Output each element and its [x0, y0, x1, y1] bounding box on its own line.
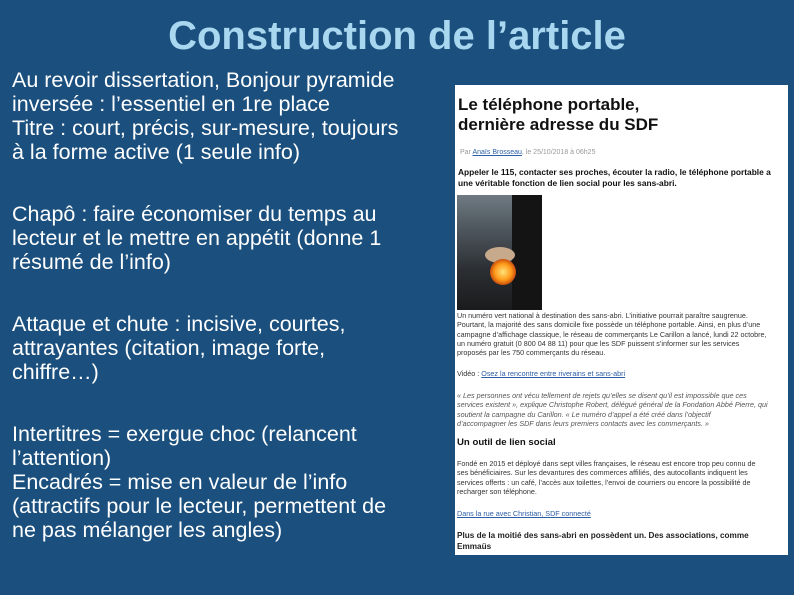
article-video-line	[457, 369, 625, 378]
paragraph-attaque	[12, 312, 452, 384]
text-line: inversée : l’essentiel en 1re place	[12, 92, 330, 116]
article-paragraph-2	[457, 459, 785, 496]
byline-date: , le 25/10/2018 à 06h25	[521, 149, 596, 156]
headline-line: dernière adresse du SDF	[458, 115, 659, 134]
paragraph-line: Un numéro vert national à destination des sans-abri. L’initiative pourrait paraître saugrenue.	[457, 311, 748, 320]
paragraph-line: proposés par les 750 commerçants du réseau.	[457, 348, 606, 358]
related-link[interactable]: Dans la rue avec Christian, SDF connecté	[457, 509, 591, 518]
paragraph-line: campagne d’affichage classique, le réseau de commerçants Le Carillon a lancé, lundi 22 octobre,	[457, 329, 767, 339]
article-screenshot	[455, 85, 788, 555]
author-link[interactable]: Anaïs Brosseau	[472, 149, 522, 156]
footer-line: Plus de la moitié des sans-abri en possèdent un. Des associations, comme	[457, 531, 749, 540]
article-quote	[457, 391, 785, 428]
photo-fire-shape	[490, 259, 516, 285]
paragraph-line: un numéro gratuit (0 800 04 88 11) pour que les SDF puissent s’informer sur les services	[457, 338, 740, 348]
article-subheading: Un outil de lien social	[457, 437, 556, 448]
byline-prefix: Par	[460, 149, 471, 156]
quote-line: services existent », explique Christophe Robert, délégué général de la Fondation Abbé Pierre, qui	[457, 400, 768, 410]
paragraph-intertitres	[12, 422, 452, 542]
paragraph-line: ses bénéficiaires. Sur les devantures des commerces affiliés, des autocollants indiquent les	[457, 468, 748, 478]
paragraph-line: recharger son téléphone.	[457, 486, 537, 496]
quote-line: d’accompagner les SDF dans leurs premiers contacts avec les commerçants. »	[457, 418, 709, 428]
slide-body	[12, 68, 452, 580]
text-line: chiffre…)	[12, 360, 99, 384]
text-line: l’attention)	[12, 446, 112, 470]
video-link[interactable]: Osez la rencontre entre riverains et sans-abri	[481, 369, 626, 378]
lead-line: Appeler le 115, contacter ses proches, écouter la radio, le téléphone portable a	[458, 167, 771, 177]
text-line: (attractifs pour le lecteur, permettent de	[12, 494, 387, 518]
text-line: Titre : court, précis, sur-mesure, toujours	[12, 116, 399, 140]
headline-line: Le téléphone portable,	[458, 95, 640, 114]
text-line: Chapô : faire économiser du temps au	[12, 202, 377, 226]
paragraph-line: Pourtant, la majorité des sans domicile fixe possède un téléphone portable. Ainsi, en plus d’une	[457, 320, 761, 330]
text-line: attrayantes (citation, image forte,	[12, 336, 326, 360]
photo-person-shape	[512, 195, 542, 310]
lead-line: une véritable fonction de lien social pour les sans-abri.	[458, 178, 677, 188]
text-line: résumé de l’info)	[12, 250, 171, 274]
footer-line: Emmaüs	[457, 541, 492, 551]
article-headline	[458, 95, 783, 135]
text-line: Attaque et chute : incisive, courtes,	[12, 312, 346, 336]
text-line: Intertitres = exergue choc (relancent	[12, 422, 357, 446]
text-line: Encadrés = mise en valeur de l’info	[12, 470, 348, 494]
text-line: à la forme active (1 seule info)	[12, 140, 300, 164]
slide-title: Construction de l’article	[168, 14, 626, 58]
paragraph-line: services offerts : un café, l’accès aux toilettes, l’envoi de courriers ou encore la possibilité de	[457, 477, 751, 487]
text-line: lecteur et le mettre en appétit (donne 1	[12, 226, 382, 250]
article-paragraph-1	[457, 311, 785, 357]
text-line: Au revoir dissertation, Bonjour pyramide	[12, 68, 395, 92]
article-related	[457, 509, 591, 518]
paragraph-pyramide	[12, 68, 452, 164]
article-footer-teaser	[457, 531, 785, 552]
quote-line: « Les personnes ont vécu tellement de rejets qu’elles se disent qu’il est impossible que ces	[457, 391, 747, 400]
article-byline	[460, 149, 595, 156]
paragraph-chapo	[12, 202, 452, 274]
paragraph-line: Fondé en 2015 et déployé dans sept villes françaises, le réseau est encore trop peu connu de	[457, 459, 756, 468]
video-label: Vidéo :	[457, 369, 480, 378]
text-line: ne pas mélanger les angles)	[12, 518, 283, 542]
article-lead	[458, 167, 784, 189]
article-photo	[457, 195, 542, 310]
quote-line: soutient la campagne du Carillon. « Le numéro d’appel a été créé dans l’objectif	[457, 409, 711, 419]
